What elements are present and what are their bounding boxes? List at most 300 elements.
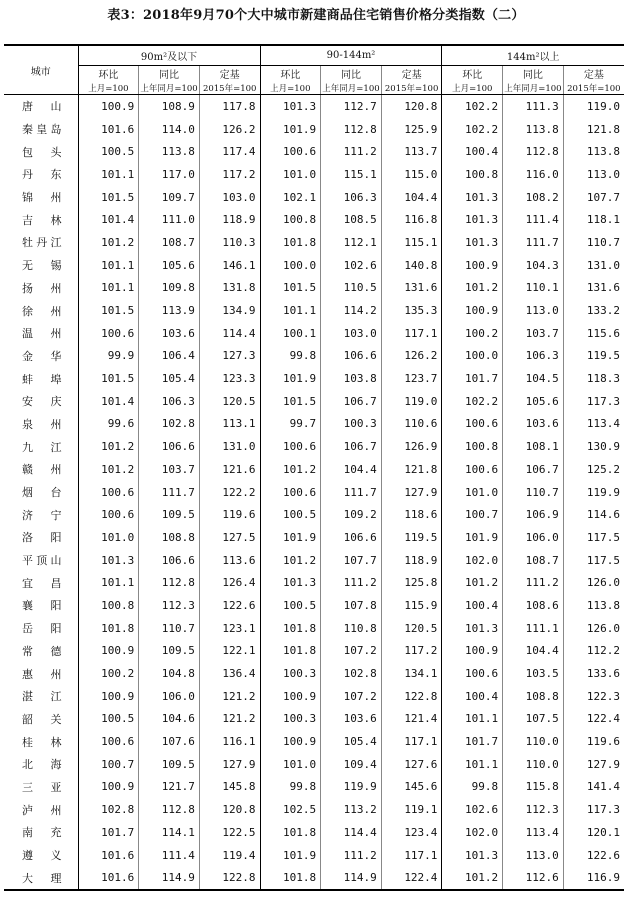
index-value: 107.7	[321, 549, 382, 572]
index-value: 104.4	[381, 186, 442, 209]
index-value: 107.6	[139, 730, 200, 753]
index-value: 107.5	[503, 708, 564, 731]
index-value: 101.6	[78, 118, 139, 141]
index-value: 101.5	[260, 390, 321, 413]
table-row	[4, 299, 624, 322]
city-name: 徐州	[22, 304, 62, 318]
table-row	[4, 662, 624, 685]
index-value: 102.5	[260, 798, 321, 821]
index-value: 113.8	[563, 140, 624, 163]
index-value: 101.1	[78, 163, 139, 186]
index-value: 103.5	[503, 662, 564, 685]
metric-header: 环比	[78, 66, 139, 82]
index-value: 117.5	[563, 549, 624, 572]
table-title: 表3：2018年9月70个大中城市新建商品住宅销售价格分类指数（二）	[107, 8, 525, 23]
index-value: 112.8	[139, 571, 200, 594]
index-value: 100.9	[442, 299, 503, 322]
table-row	[4, 708, 624, 731]
city-name: 牡丹江	[22, 236, 62, 250]
index-value: 100.2	[442, 322, 503, 345]
index-value: 109.5	[139, 503, 200, 526]
index-value: 100.4	[442, 685, 503, 708]
index-value: 101.1	[260, 299, 321, 322]
city-name: 唐山	[22, 100, 62, 114]
city-name: 吉林	[22, 213, 62, 227]
index-value: 109.4	[321, 753, 382, 776]
index-value: 106.6	[321, 526, 382, 549]
index-value: 126.2	[199, 118, 260, 141]
index-value: 117.4	[199, 140, 260, 163]
index-value: 111.1	[503, 617, 564, 640]
index-value: 117.2	[199, 163, 260, 186]
index-value: 126.2	[381, 345, 442, 368]
city-name: 温州	[22, 327, 62, 341]
index-value: 126.0	[563, 617, 624, 640]
table-row	[4, 118, 624, 141]
index-value: 100.9	[260, 730, 321, 753]
index-value: 108.8	[139, 526, 200, 549]
index-value: 101.2	[78, 458, 139, 481]
index-value: 101.0	[442, 481, 503, 504]
index-value: 126.9	[381, 435, 442, 458]
index-value: 121.7	[139, 776, 200, 799]
city-name: 泸州	[22, 803, 62, 817]
index-value: 106.0	[503, 526, 564, 549]
index-value: 118.3	[563, 367, 624, 390]
index-value: 122.5	[199, 821, 260, 844]
city-name: 韶关	[22, 712, 62, 726]
index-value: 106.6	[321, 345, 382, 368]
index-value: 111.7	[139, 481, 200, 504]
city-name: 包头	[22, 145, 62, 159]
index-value: 133.6	[563, 662, 624, 685]
base-header: 2015年=100	[381, 81, 442, 95]
index-value: 120.1	[563, 821, 624, 844]
index-value: 103.7	[503, 322, 564, 345]
index-value: 110.0	[503, 730, 564, 753]
table-row	[4, 753, 624, 776]
index-value: 109.2	[321, 503, 382, 526]
base-header: 上年同月=100	[503, 81, 564, 95]
index-value: 120.8	[199, 798, 260, 821]
index-value: 107.7	[563, 186, 624, 209]
index-value: 101.0	[78, 526, 139, 549]
index-value: 119.5	[563, 345, 624, 368]
index-value: 112.3	[139, 594, 200, 617]
index-value: 112.8	[321, 118, 382, 141]
table-row	[4, 345, 624, 368]
index-value: 101.0	[260, 163, 321, 186]
index-value: 146.1	[199, 254, 260, 277]
index-value: 106.6	[139, 435, 200, 458]
group-header-small: 90m²及以下	[78, 45, 260, 66]
index-value: 110.1	[503, 277, 564, 300]
index-value: 110.5	[321, 277, 382, 300]
index-value: 106.6	[139, 549, 200, 572]
table-row	[4, 413, 624, 436]
index-value: 108.8	[503, 685, 564, 708]
index-value: 101.8	[260, 617, 321, 640]
table-row	[4, 730, 624, 753]
index-value: 101.8	[260, 821, 321, 844]
index-value: 104.3	[503, 254, 564, 277]
city-name: 金华	[22, 349, 62, 363]
city-name: 岳阳	[22, 622, 62, 636]
table-row	[4, 186, 624, 209]
index-value: 112.3	[503, 798, 564, 821]
index-value: 121.8	[381, 458, 442, 481]
index-value: 112.8	[503, 140, 564, 163]
index-value: 101.4	[78, 208, 139, 231]
index-value: 108.6	[503, 594, 564, 617]
index-value: 121.8	[563, 118, 624, 141]
index-value: 121.6	[199, 458, 260, 481]
index-value: 117.1	[381, 844, 442, 867]
index-value: 118.9	[381, 549, 442, 572]
index-value: 106.7	[503, 458, 564, 481]
index-value: 122.6	[563, 844, 624, 867]
index-value: 106.7	[321, 435, 382, 458]
city-name: 烟台	[22, 486, 62, 500]
index-value: 118.1	[563, 208, 624, 231]
table-row	[4, 503, 624, 526]
index-value: 141.4	[563, 776, 624, 799]
index-value: 131.8	[199, 277, 260, 300]
index-value: 105.6	[139, 254, 200, 277]
city-name: 锦州	[22, 191, 62, 205]
index-value: 100.9	[78, 95, 139, 118]
index-value: 110.0	[503, 753, 564, 776]
index-value: 106.3	[503, 345, 564, 368]
index-value: 131.6	[563, 277, 624, 300]
index-value: 101.5	[78, 186, 139, 209]
index-value: 122.2	[199, 481, 260, 504]
index-value: 127.6	[381, 753, 442, 776]
index-value: 100.6	[260, 481, 321, 504]
table-row	[4, 821, 624, 844]
index-value: 133.2	[563, 299, 624, 322]
city-name: 遵义	[22, 849, 62, 863]
index-value: 100.6	[260, 435, 321, 458]
index-value: 101.8	[260, 866, 321, 890]
table-row	[4, 140, 624, 163]
table-header	[4, 45, 624, 95]
index-value: 113.1	[199, 413, 260, 436]
index-value: 100.9	[260, 685, 321, 708]
index-value: 119.6	[199, 503, 260, 526]
index-value: 106.3	[321, 186, 382, 209]
index-value: 101.7	[78, 821, 139, 844]
index-value: 120.8	[381, 95, 442, 118]
table-row	[4, 390, 624, 413]
city-name: 赣州	[22, 463, 62, 477]
table-row	[4, 322, 624, 345]
index-value: 125.9	[381, 118, 442, 141]
index-value: 101.8	[260, 231, 321, 254]
metric-header: 定基	[381, 66, 442, 82]
index-value: 103.0	[199, 186, 260, 209]
index-value: 107.2	[321, 685, 382, 708]
index-value: 112.7	[321, 95, 382, 118]
index-value: 119.5	[381, 526, 442, 549]
index-value: 101.3	[442, 231, 503, 254]
index-value: 102.2	[442, 118, 503, 141]
city-name: 北海	[22, 758, 62, 772]
index-value: 111.4	[139, 844, 200, 867]
table-body	[4, 95, 624, 891]
index-value: 99.8	[260, 776, 321, 799]
city-name: 三亚	[22, 780, 62, 794]
index-value: 100.7	[442, 503, 503, 526]
city-name: 济宁	[22, 508, 62, 522]
index-value: 118.9	[199, 208, 260, 231]
index-value: 108.9	[139, 95, 200, 118]
index-value: 100.9	[78, 776, 139, 799]
city-name: 无锡	[22, 259, 62, 273]
index-value: 102.2	[442, 390, 503, 413]
index-value: 125.2	[563, 458, 624, 481]
index-value: 127.9	[199, 753, 260, 776]
index-value: 122.3	[563, 685, 624, 708]
city-name: 蚌埠	[22, 372, 62, 386]
index-value: 103.6	[321, 708, 382, 731]
index-value: 117.3	[563, 390, 624, 413]
index-value: 117.1	[381, 322, 442, 345]
index-value: 112.1	[321, 231, 382, 254]
city-name: 洛阳	[22, 531, 62, 545]
index-value: 101.7	[442, 730, 503, 753]
index-value: 101.9	[260, 367, 321, 390]
base-header: 上月=100	[442, 81, 503, 95]
index-value: 103.6	[503, 413, 564, 436]
table-row	[4, 617, 624, 640]
index-value: 111.2	[321, 571, 382, 594]
index-value: 111.2	[321, 140, 382, 163]
metric-header: 同比	[321, 66, 382, 82]
index-value: 100.6	[442, 413, 503, 436]
index-value: 106.9	[503, 503, 564, 526]
index-value: 119.9	[321, 776, 382, 799]
index-value: 101.3	[442, 844, 503, 867]
index-value: 101.3	[78, 549, 139, 572]
index-value: 103.7	[139, 458, 200, 481]
index-value: 99.8	[260, 345, 321, 368]
index-value: 122.6	[199, 594, 260, 617]
index-value: 100.9	[78, 685, 139, 708]
index-value: 108.7	[139, 231, 200, 254]
index-value: 114.4	[321, 821, 382, 844]
index-value: 100.8	[260, 208, 321, 231]
index-value: 115.1	[321, 163, 382, 186]
index-value: 106.7	[321, 390, 382, 413]
index-value: 101.2	[442, 866, 503, 890]
index-value: 101.7	[442, 367, 503, 390]
index-value: 105.4	[139, 367, 200, 390]
table-row	[4, 549, 624, 572]
index-value: 112.6	[503, 866, 564, 890]
index-value: 100.4	[442, 594, 503, 617]
index-value: 100.6	[442, 458, 503, 481]
index-value: 101.2	[260, 458, 321, 481]
index-value: 113.8	[563, 594, 624, 617]
index-value: 101.5	[78, 367, 139, 390]
index-value: 122.1	[199, 640, 260, 663]
index-value: 104.4	[321, 458, 382, 481]
city-name: 扬州	[22, 281, 62, 295]
index-value: 120.5	[381, 617, 442, 640]
index-value: 100.5	[78, 708, 139, 731]
index-value: 113.0	[503, 844, 564, 867]
index-value: 111.2	[503, 571, 564, 594]
index-value: 101.6	[78, 866, 139, 890]
index-value: 116.9	[563, 866, 624, 890]
index-value: 100.6	[78, 730, 139, 753]
index-value: 101.3	[442, 208, 503, 231]
index-value: 101.1	[442, 708, 503, 731]
table-row	[4, 571, 624, 594]
index-value: 100.5	[260, 594, 321, 617]
index-value: 101.9	[260, 844, 321, 867]
index-value: 101.5	[260, 277, 321, 300]
index-value: 134.9	[199, 299, 260, 322]
index-value: 119.0	[563, 95, 624, 118]
table-row	[4, 208, 624, 231]
index-value: 101.9	[442, 526, 503, 549]
table-row	[4, 844, 624, 867]
index-value: 102.2	[442, 95, 503, 118]
index-value: 114.4	[199, 322, 260, 345]
index-value: 100.0	[442, 345, 503, 368]
index-value: 123.4	[381, 821, 442, 844]
table-row	[4, 435, 624, 458]
index-value: 101.2	[442, 277, 503, 300]
index-value: 100.6	[78, 322, 139, 345]
index-value: 127.5	[199, 526, 260, 549]
table-row	[4, 776, 624, 799]
index-value: 100.8	[442, 163, 503, 186]
index-value: 101.3	[260, 571, 321, 594]
index-value: 108.7	[503, 549, 564, 572]
index-value: 101.1	[78, 254, 139, 277]
city-name: 丹东	[22, 168, 62, 182]
index-value: 102.8	[78, 798, 139, 821]
index-value: 100.3	[260, 662, 321, 685]
index-value: 104.8	[139, 662, 200, 685]
index-value: 100.8	[442, 435, 503, 458]
index-value: 131.6	[381, 277, 442, 300]
index-value: 101.2	[78, 435, 139, 458]
table-row	[4, 594, 624, 617]
index-value: 102.1	[260, 186, 321, 209]
city-name: 安庆	[22, 395, 62, 409]
index-value: 113.6	[199, 549, 260, 572]
index-value: 126.0	[563, 571, 624, 594]
table-row	[4, 526, 624, 549]
index-value: 99.6	[78, 413, 139, 436]
city-name: 九江	[22, 440, 62, 454]
index-value: 111.4	[503, 208, 564, 231]
index-value: 110.7	[563, 231, 624, 254]
index-value: 101.2	[442, 571, 503, 594]
index-value: 102.6	[321, 254, 382, 277]
index-value: 127.9	[381, 481, 442, 504]
index-value: 111.0	[139, 208, 200, 231]
index-value: 119.1	[381, 798, 442, 821]
group-header-large: 144m²以上	[442, 45, 624, 66]
index-value: 100.2	[78, 662, 139, 685]
index-value: 106.0	[139, 685, 200, 708]
index-value: 101.2	[260, 549, 321, 572]
index-value: 107.2	[321, 640, 382, 663]
index-value: 100.3	[321, 413, 382, 436]
index-value: 106.4	[139, 345, 200, 368]
index-value: 109.8	[139, 277, 200, 300]
index-value: 145.6	[381, 776, 442, 799]
index-value: 145.8	[199, 776, 260, 799]
index-value: 131.0	[199, 435, 260, 458]
index-value: 113.8	[139, 140, 200, 163]
index-value: 113.7	[381, 140, 442, 163]
index-value: 103.0	[321, 322, 382, 345]
index-value: 101.2	[78, 231, 139, 254]
index-value: 102.0	[442, 821, 503, 844]
metric-header: 环比	[260, 66, 321, 82]
index-value: 111.3	[503, 95, 564, 118]
index-value: 101.3	[442, 186, 503, 209]
index-value: 113.0	[503, 299, 564, 322]
index-value: 116.0	[503, 163, 564, 186]
index-value: 101.9	[260, 118, 321, 141]
index-value: 111.7	[321, 481, 382, 504]
table-row	[4, 640, 624, 663]
index-value: 101.8	[260, 640, 321, 663]
table-row	[4, 367, 624, 390]
index-value: 101.3	[442, 617, 503, 640]
index-value: 117.8	[199, 95, 260, 118]
index-value: 102.8	[321, 662, 382, 685]
index-value: 100.9	[442, 640, 503, 663]
index-value: 103.8	[321, 367, 382, 390]
metric-header: 定基	[199, 66, 260, 82]
index-value: 100.9	[78, 640, 139, 663]
index-value: 100.3	[260, 708, 321, 731]
index-value: 101.8	[78, 617, 139, 640]
index-value: 112.8	[139, 798, 200, 821]
index-value: 113.0	[563, 163, 624, 186]
index-value: 115.1	[381, 231, 442, 254]
city-name: 南充	[22, 826, 62, 840]
index-value: 126.4	[199, 571, 260, 594]
city-name: 宜昌	[22, 576, 62, 590]
index-value: 102.8	[139, 413, 200, 436]
index-value: 131.0	[563, 254, 624, 277]
index-value: 101.5	[78, 299, 139, 322]
city-name: 泉州	[22, 417, 62, 431]
base-header: 2015年=100	[563, 81, 624, 95]
index-value: 119.4	[199, 844, 260, 867]
city-name: 常德	[22, 644, 62, 658]
index-value: 99.9	[78, 345, 139, 368]
index-value: 100.4	[442, 140, 503, 163]
table-row	[4, 163, 624, 186]
metric-header: 定基	[563, 66, 624, 82]
index-value: 117.1	[381, 730, 442, 753]
index-value: 114.9	[139, 866, 200, 890]
index-value: 101.9	[260, 526, 321, 549]
index-value: 127.9	[563, 753, 624, 776]
index-value: 119.0	[381, 390, 442, 413]
index-value: 114.0	[139, 118, 200, 141]
